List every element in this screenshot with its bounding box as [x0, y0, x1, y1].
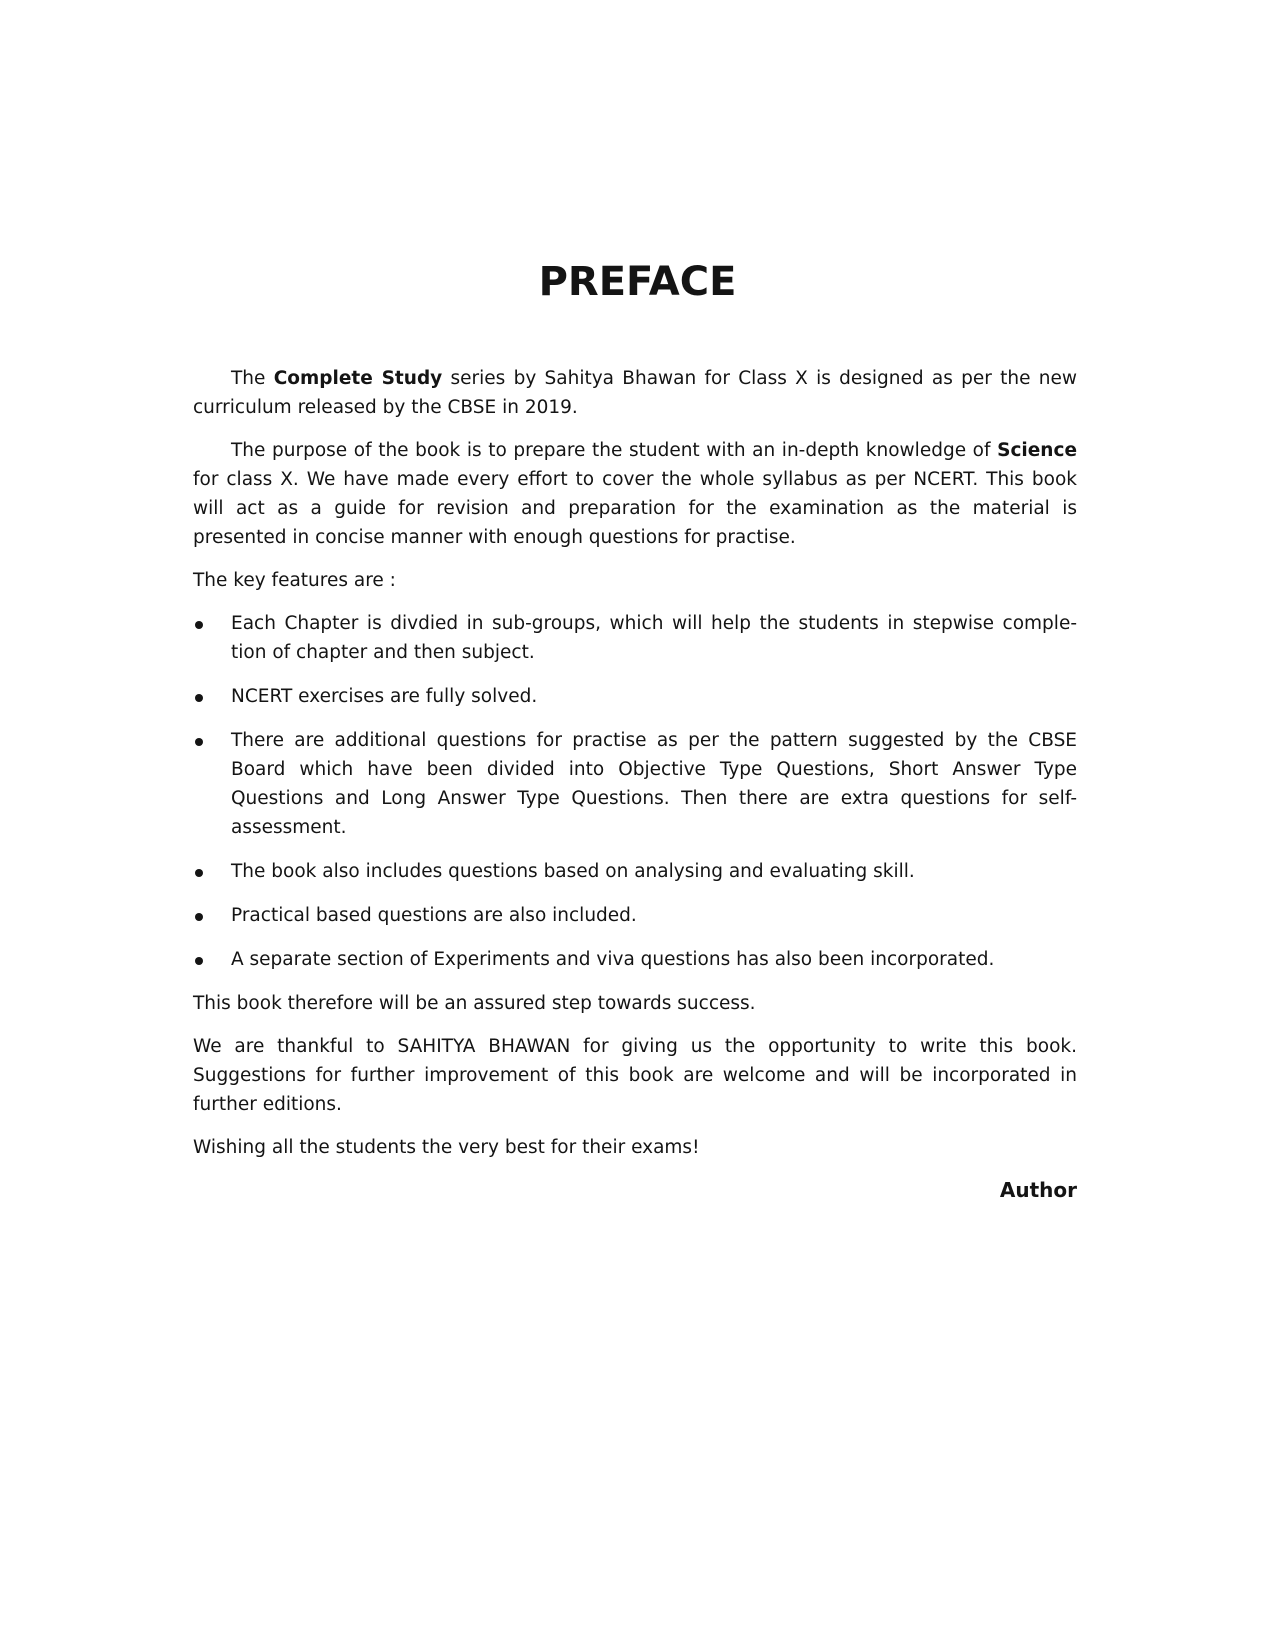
preface-body: [193, 364, 1077, 1205]
feature-item: [193, 945, 1077, 974]
feature-text: A separate section of Experiments and viva questions has also been incorporated.: [231, 949, 995, 970]
closing-wish-paragraph: Wishing all the students the very best for their exams!: [193, 1137, 700, 1158]
intro-p1-text-a: The: [231, 368, 274, 389]
page-title: PREFACE: [538, 259, 737, 305]
series-name: Complete Study: [273, 368, 443, 389]
bullet-icon: [195, 957, 203, 965]
bullet-icon: [195, 738, 203, 746]
bullet-icon: [195, 913, 203, 921]
closing-step-paragraph: This book therefore will be an assured step towards success.: [193, 993, 756, 1014]
feature-item: [193, 857, 1077, 886]
feature-item: [193, 682, 1077, 711]
feature-text: There are additional questions for practise as per the pattern suggested by the CBSE Board which have been divided into Objective Type Questions, Short Answer Type Questions and Long Answer Type Questions. Then there are extra questions for self-assessment.: [231, 730, 1077, 838]
bullet-icon: [195, 694, 203, 702]
features-list: [193, 609, 1077, 974]
intro-paragraph-2: [193, 436, 1077, 552]
feature-text: Practical based questions are also included.: [231, 905, 637, 926]
feature-text: Each Chapter is divdied in sub-groups, which will help the students in stepwise comple-tion of chapter and then subject.: [231, 613, 1077, 663]
feature-item: [193, 609, 1077, 667]
intro-p2-text-b: for class X. We have made every effort to cover the whole syllabus as per NCERT. This book will act as a guide for revision and preparation for the examination as the material is presented in concise manner with enough questions for practise.: [193, 469, 1077, 548]
feature-item: [193, 901, 1077, 930]
closing-thanks-paragraph: We are thankful to SAHITYA BHAWAN for giving us the opportunity to write this book. Suggestions for further improvement of this book are welcome and will be incorporated in further editions.: [193, 1036, 1077, 1115]
intro-p1-text-b: series by Sahitya Bhawan for Class X is designed as per the new curriculum released by the CBSE in 2019.: [193, 368, 1078, 418]
subject-name: Science: [997, 440, 1077, 461]
intro-paragraph-1: [193, 364, 1077, 422]
feature-text: The book also includes questions based on analysing and evaluating skill.: [231, 861, 915, 882]
feature-item: [193, 726, 1077, 842]
features-heading: The key features are :: [193, 570, 396, 591]
author-signature: Author: [999, 1178, 1077, 1202]
bullet-icon: [195, 621, 203, 629]
bullet-icon: [195, 869, 203, 877]
intro-p2-text-a: The purpose of the book is to prepare the student with an in-depth knowledge of: [231, 440, 998, 461]
feature-text: NCERT exercises are fully solved.: [231, 686, 538, 707]
